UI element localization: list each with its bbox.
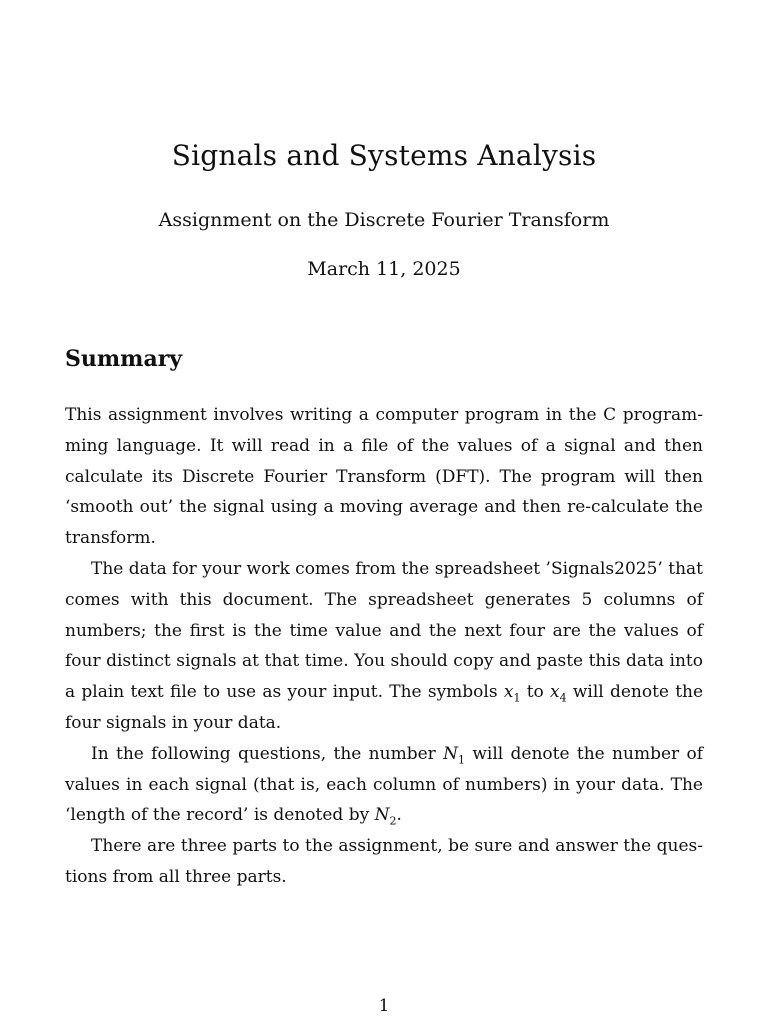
symbol-n1-base: N [443, 743, 458, 764]
paragraph-2-text-b: to [526, 682, 544, 703]
paragraph-3-text-a: In the following questions, the number [91, 743, 436, 764]
paragraph-4: There are three parts to the assignment, be sure and answer the ques-tions from all three parts. [65, 836, 703, 887]
symbol-x4-base: x [550, 682, 560, 703]
symbol-n2 [374, 805, 397, 828]
paragraph-1: This assignment involves writing a computer program in the C program-ming language. It will read in a file of the values of a signal and then calculate its Discrete Fourier Transform (DFT). The program will then ‘smooth out’ the signal using a moving average and then re-calculate the transform. [65, 405, 703, 549]
symbol-x4 [550, 682, 567, 705]
symbol-x1 [503, 682, 521, 705]
paragraph-3-text-b: will denote the number of values in each signal (that is, each column of numbers) in your data. The ‘length of the record’ is denoted by [65, 743, 704, 826]
symbol-n1-subscript: 1 [457, 753, 465, 767]
summary-body [65, 400, 703, 893]
section-heading-summary: Summary [65, 346, 183, 372]
paragraph-2-text-a: The data for your work comes from the spreadsheet ’Signals2025’ that comes with this document. The spreadsheet generates 5 columns of numbers; the first is the time value and the next four are the values of four distinct signals at that time. You should copy and paste this data into a plain text file to use as your input. The symbols [65, 558, 703, 703]
symbol-x1-base: x [503, 682, 514, 703]
paragraph-3 [65, 739, 703, 831]
symbol-x1-subscript: 1 [513, 691, 521, 705]
symbol-x4-subscript: 4 [559, 691, 567, 705]
paragraph-3-text-c: . [396, 805, 402, 826]
paragraph-2 [65, 554, 703, 739]
symbol-n2-subscript: 2 [389, 814, 397, 828]
symbol-n1 [443, 743, 465, 767]
document-title: Signals and Systems Analysis [171, 139, 597, 172]
document-date: March 11, 2025 [307, 258, 461, 280]
page-number: 1 [378, 996, 390, 1016]
document-subtitle: Assignment on the Discrete Fourier Transform [158, 209, 610, 231]
symbol-n2-base: N [374, 805, 390, 826]
paragraph-2-text-c: will denote the four signals in your data. [65, 682, 704, 733]
